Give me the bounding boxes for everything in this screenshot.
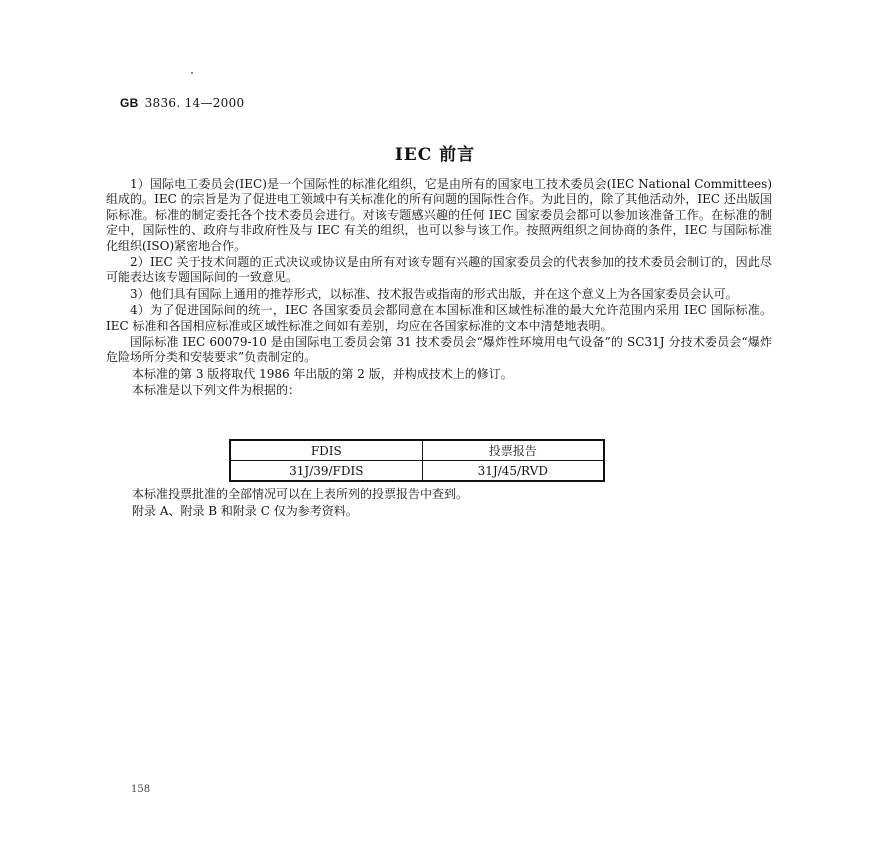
- table-header-vote-report: 投票报告: [422, 440, 604, 461]
- page-number: 158: [131, 784, 151, 795]
- table-header-fdis: FDIS: [230, 440, 422, 461]
- table-header-row: [230, 440, 604, 461]
- body-text: [106, 177, 772, 400]
- header-code: GB: [120, 96, 139, 110]
- line-replace: 本标准的第 3 版将取代 1986 年出版的第 2 版，并构成技术上的修订。: [132, 366, 513, 381]
- scan-speck: [191, 72, 193, 74]
- standard-header: [120, 96, 245, 110]
- page-title: IEC 前言: [394, 145, 476, 165]
- paragraph-3: 3）他们具有国际上通用的推荐形式，以标准、技术报告或指南的形式出版，并在这个意义上为各国家委员会认可。: [130, 286, 738, 301]
- line-annex-info: 附录 A、附录 B 和附录 C 仅为参考资料。: [132, 504, 358, 518]
- paragraph-2: 2）IEC 关于技术问题的正式决议或协议是由所有对该专题有兴趣的国家委员会的代表参加的技术委员会制订的，因此尽可能表达该专题国际间的一致意见。: [106, 255, 772, 285]
- line-vote-info: 本标准投票批准的全部情况可以在上表所列的投票报告中查到。: [132, 487, 469, 501]
- table-cell-fdis: 31J/39/FDIS: [230, 461, 422, 482]
- table-row: [230, 461, 604, 482]
- paragraph-4: 4）为了促进国际间的统一，IEC 各国家委员会都同意在本国标准和区域性标准的最大允许范围内采用 IEC 国际标准。IEC 标准和各国相应标准或区域性标准之间如有差别，均应在各国家标准的文本中清楚地表明。: [106, 303, 772, 333]
- paragraph-1: 1）国际电工委员会(IEC)是一个国际性的标准化组织，它是由所有的国家电工技术委员会(IEC National Committees)组成的。IEC 的宗旨是为了促进电工领域中有关标准化的所有问题的国际性合作。为此目的，除了其他活动外，IEC 还出版国际标准。标准的制定委托各个技术委员会进行。对该专题感兴趣的任何 IEC 国家委员会都可以参加该准备工作。在标准的制定中，国际性的、政府与非政府性及与 IEC 有关的组织，也可以参与该工作。按照两组织之间协商的条件，IEC 与国际标准化组织(ISO)紧密地合作。: [106, 177, 772, 253]
- document-reference-table: [229, 439, 605, 482]
- line-basis: 本标准是以下列文件为根据的：: [132, 383, 301, 398]
- table-cell-rvd: 31J/45/RVD: [422, 461, 604, 482]
- header-number: 3836. 14—2000: [144, 96, 245, 110]
- paragraph-5: 国际标准 IEC 60079-10 是由国际电工委员会第 31 技术委员会“爆炸性环境用电气设备”的 SC31J 分技术委员会“爆炸危险场所分类和安装要求”负责制定的。: [106, 335, 772, 365]
- after-table-text: [132, 486, 468, 520]
